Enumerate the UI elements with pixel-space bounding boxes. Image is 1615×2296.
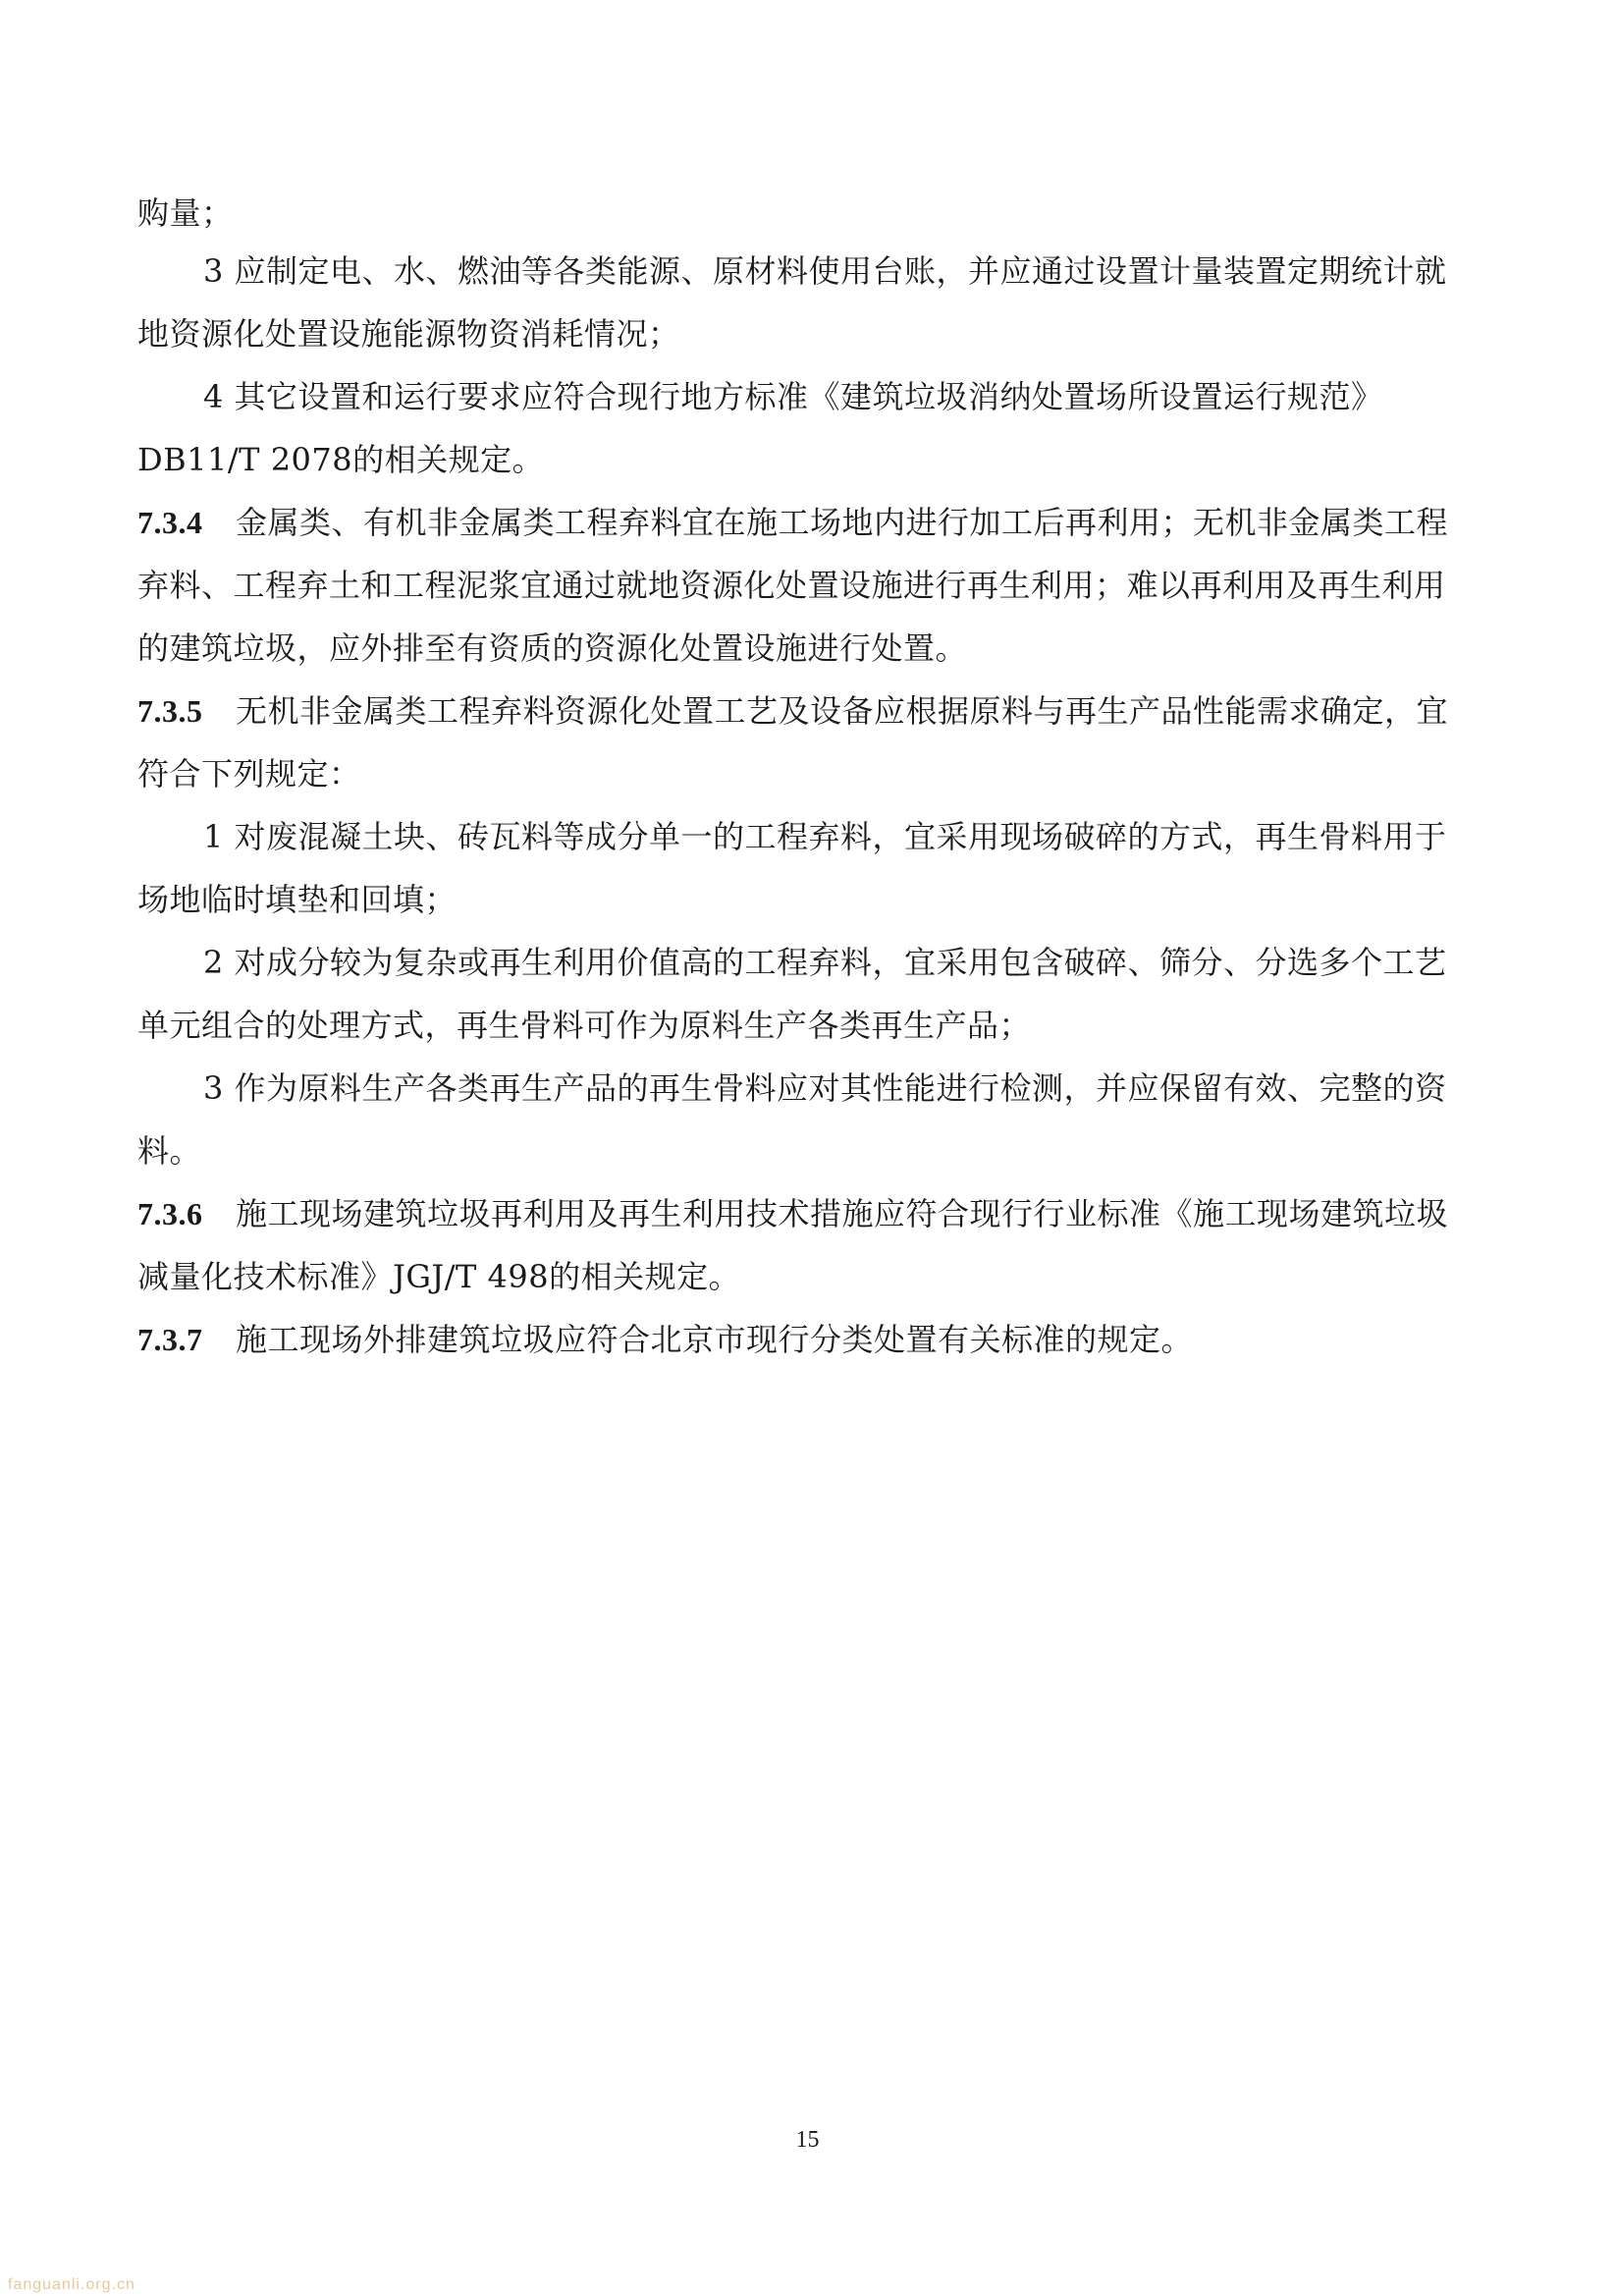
text-line: 的建筑垃圾，应外排至有资质的资源化处置设施进行处置。 (137, 629, 968, 667)
text-line: 2 对成分较为复杂或再生利用价值高的工程弃料，宜采用包含破碎、筛分、分选多个工艺 (203, 944, 1447, 981)
text-line: 料。 (137, 1132, 202, 1170)
clause-7-3-5 (137, 691, 1482, 731)
text-line: 4 其它设置和运行要求应符合现行地方标准《建筑垃圾消纳处置场所设置运行规范》 (203, 378, 1383, 415)
clause-text: 金属类、有机非金属类工程弃料宜在施工场地内进行加工后再利用；无机非金属类工程 (236, 504, 1449, 541)
clause-number: 7.3.4 (137, 505, 203, 540)
text-line: 3 应制定电、水、燃油等各类能源、原材料使用台账，并应通过设置计量装置定期统计就 (203, 252, 1447, 290)
text-line: 弃料、工程弃土和工程泥浆宜通过就地资源化处置设施进行再生利用；难以再利用及再生利用 (137, 567, 1446, 604)
page-number: 15 (795, 2127, 820, 2153)
text-line: 1 对废混凝土块、砖瓦料等成分单一的工程弃料，宜采用现场破碎的方式，再生骨料用于 (203, 818, 1447, 855)
text-line: 购量； (137, 194, 234, 232)
text-line: 减量化技术标准》JGJ/T 498的相关规定。 (137, 1258, 741, 1295)
text-line: DB11/T 2078的相关规定。 (137, 441, 545, 478)
clause-number: 7.3.6 (137, 1196, 203, 1231)
clause-text: 施工现场外排建筑垃圾应符合北京市现行分类处置有关标准的规定。 (236, 1321, 1194, 1358)
clause-7-3-4 (137, 503, 1482, 542)
clause-number: 7.3.7 (137, 1322, 203, 1357)
text-line: 地资源化处置设施能源物资消耗情况； (137, 315, 680, 353)
text-line: 符合下列规定： (137, 755, 361, 793)
text-line: 3 作为原料生产各类再生产品的再生骨料应对其性能进行检测，并应保留有效、完整的资 (203, 1069, 1447, 1107)
clause-text: 施工现场建筑垃圾再利用及再生利用技术措施应符合现行行业标准《施工现场建筑垃圾 (236, 1195, 1449, 1232)
clause-text: 无机非金属类工程弃料资源化处置工艺及设备应根据原料与再生产品性能需求确定，宜 (236, 692, 1449, 730)
text-line: 场地临时填垫和回填； (137, 881, 458, 918)
watermark: fanguanli.org.cn (8, 2276, 135, 2293)
clause-number: 7.3.5 (137, 693, 203, 729)
clause-7-3-7 (137, 1320, 1482, 1359)
text-line: 单元组合的处理方式，再生骨料可作为原料生产各类再生产品； (137, 1007, 1032, 1044)
clause-7-3-6 (137, 1194, 1482, 1233)
